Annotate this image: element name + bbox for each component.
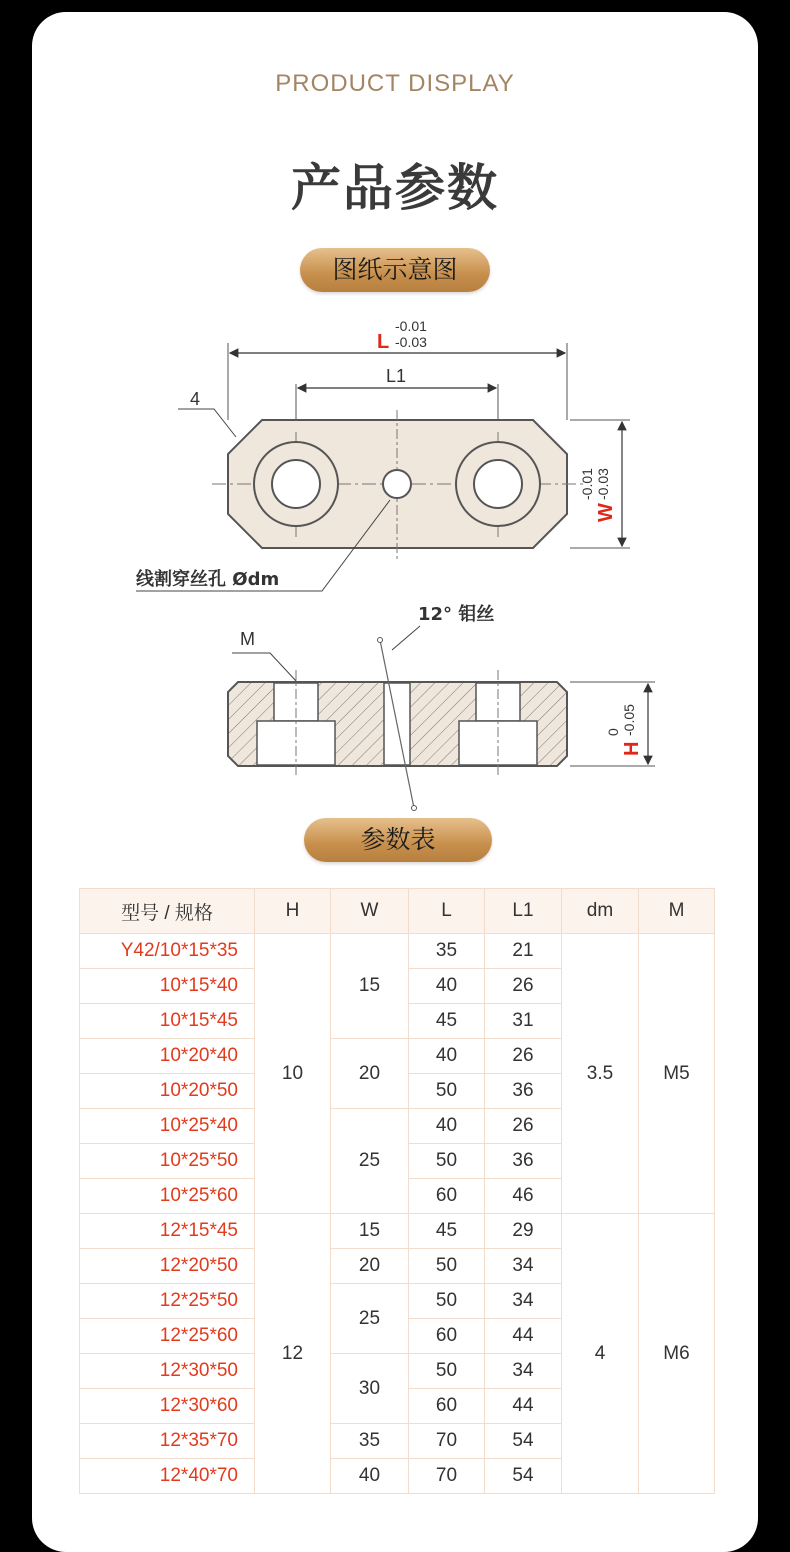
cell-L1: 26 (485, 1109, 562, 1144)
drawing-section-label: 图纸示意图 (300, 248, 490, 292)
cell-L: 45 (409, 1004, 485, 1039)
cell-L: 60 (409, 1319, 485, 1354)
cell-L: 50 (409, 1354, 485, 1389)
cell-model: 12*35*70 (80, 1424, 255, 1459)
cell-model: 10*25*60 (80, 1179, 255, 1214)
cell-model: 10*20*50 (80, 1074, 255, 1109)
dim-H-tol-upper: 0 (605, 728, 621, 736)
cell-model: 12*25*50 (80, 1284, 255, 1319)
cell-L1: 34 (485, 1284, 562, 1319)
dim-W-tol-lower: -0.03 (595, 468, 611, 500)
cell-L1: 34 (485, 1354, 562, 1389)
cell-dm: 4 (562, 1214, 639, 1494)
cell-L: 40 (409, 969, 485, 1004)
cell-W: 35 (331, 1424, 409, 1459)
header-M: M (639, 889, 715, 934)
dim-W-tol-upper: -0.01 (579, 468, 595, 500)
dim-W-label: W (595, 503, 617, 522)
cell-model: 10*20*40 (80, 1039, 255, 1074)
cell-L: 50 (409, 1074, 485, 1109)
cell-L1: 44 (485, 1389, 562, 1424)
table-row (80, 934, 715, 969)
dim-H-tol-lower: -0.05 (621, 704, 637, 736)
cell-L1: 21 (485, 934, 562, 969)
section-subtitle-en: PRODUCT DISPLAY (275, 70, 515, 97)
cell-L1: 54 (485, 1459, 562, 1494)
header-L: L (409, 889, 485, 934)
cell-W: 20 (331, 1249, 409, 1284)
cell-L1: 54 (485, 1424, 562, 1459)
cell-model: 10*15*40 (80, 969, 255, 1004)
cell-model: 12*30*50 (80, 1354, 255, 1389)
table-section-label: 参数表 (304, 818, 492, 862)
cell-W: 15 (331, 934, 409, 1039)
cell-L: 40 (409, 1109, 485, 1144)
technical-drawing (0, 300, 790, 820)
cell-model: 12*25*60 (80, 1319, 255, 1354)
cell-L: 70 (409, 1459, 485, 1494)
cell-W: 25 (331, 1109, 409, 1214)
cell-dm: 3.5 (562, 934, 639, 1214)
parameter-table (79, 888, 715, 1494)
cell-W: 15 (331, 1214, 409, 1249)
cell-W: 30 (331, 1354, 409, 1424)
dim-L1-label: L1 (386, 366, 407, 386)
cell-L1: 26 (485, 969, 562, 1004)
page-title: 产品参数 (291, 159, 499, 217)
header-L1: L1 (485, 889, 562, 934)
table-header-row (80, 889, 715, 934)
cell-L1: 31 (485, 1004, 562, 1039)
header-model: 型号 / 规格 (80, 889, 255, 934)
chamfer-label: 4 (190, 389, 201, 409)
dim-L-tol-upper: -0.01 (395, 318, 427, 334)
side-section-view (228, 603, 655, 811)
dim-L-tol-lower: -0.03 (395, 334, 427, 350)
cell-L: 40 (409, 1039, 485, 1074)
table-body (80, 934, 715, 1494)
cell-L1: 26 (485, 1039, 562, 1074)
wire-hole-note: 线割穿丝孔 Ødm (136, 569, 280, 590)
wire-angle-note: 12° 钼丝 (418, 604, 495, 625)
cell-L: 45 (409, 1214, 485, 1249)
cell-W: 40 (331, 1459, 409, 1494)
cell-M: M5 (639, 934, 715, 1214)
table-row (80, 1214, 715, 1249)
cell-L: 70 (409, 1424, 485, 1459)
header-dm: dm (562, 889, 639, 934)
cell-model: 10*15*45 (80, 1004, 255, 1039)
cell-model: 10*25*50 (80, 1144, 255, 1179)
cell-H: 12 (255, 1214, 331, 1494)
header-H: H (255, 889, 331, 934)
cell-W: 25 (331, 1284, 409, 1354)
cell-L: 35 (409, 934, 485, 969)
cell-model: 10*25*40 (80, 1109, 255, 1144)
cell-model: 12*40*70 (80, 1459, 255, 1494)
dim-M-label: M (240, 629, 255, 649)
cell-model: Y42/10*15*35 (80, 934, 255, 969)
cell-L1: 46 (485, 1179, 562, 1214)
dim-L-label: L (377, 331, 390, 353)
cell-model: 12*15*45 (80, 1214, 255, 1249)
cell-L: 50 (409, 1249, 485, 1284)
cell-L: 60 (409, 1389, 485, 1424)
cell-model: 12*20*50 (80, 1249, 255, 1284)
cell-W: 20 (331, 1039, 409, 1109)
cell-L1: 36 (485, 1074, 562, 1109)
cell-L1: 34 (485, 1249, 562, 1284)
cell-L: 50 (409, 1144, 485, 1179)
cell-L1: 44 (485, 1319, 562, 1354)
cell-L1: 29 (485, 1214, 562, 1249)
cell-model: 12*30*60 (80, 1389, 255, 1424)
cell-L: 60 (409, 1179, 485, 1214)
dim-H-label: H (621, 741, 643, 756)
cell-M: M6 (639, 1214, 715, 1494)
cell-L: 50 (409, 1284, 485, 1319)
cell-L1: 36 (485, 1144, 562, 1179)
header-W: W (331, 889, 409, 934)
top-view (136, 318, 630, 591)
cell-H: 10 (255, 934, 331, 1214)
